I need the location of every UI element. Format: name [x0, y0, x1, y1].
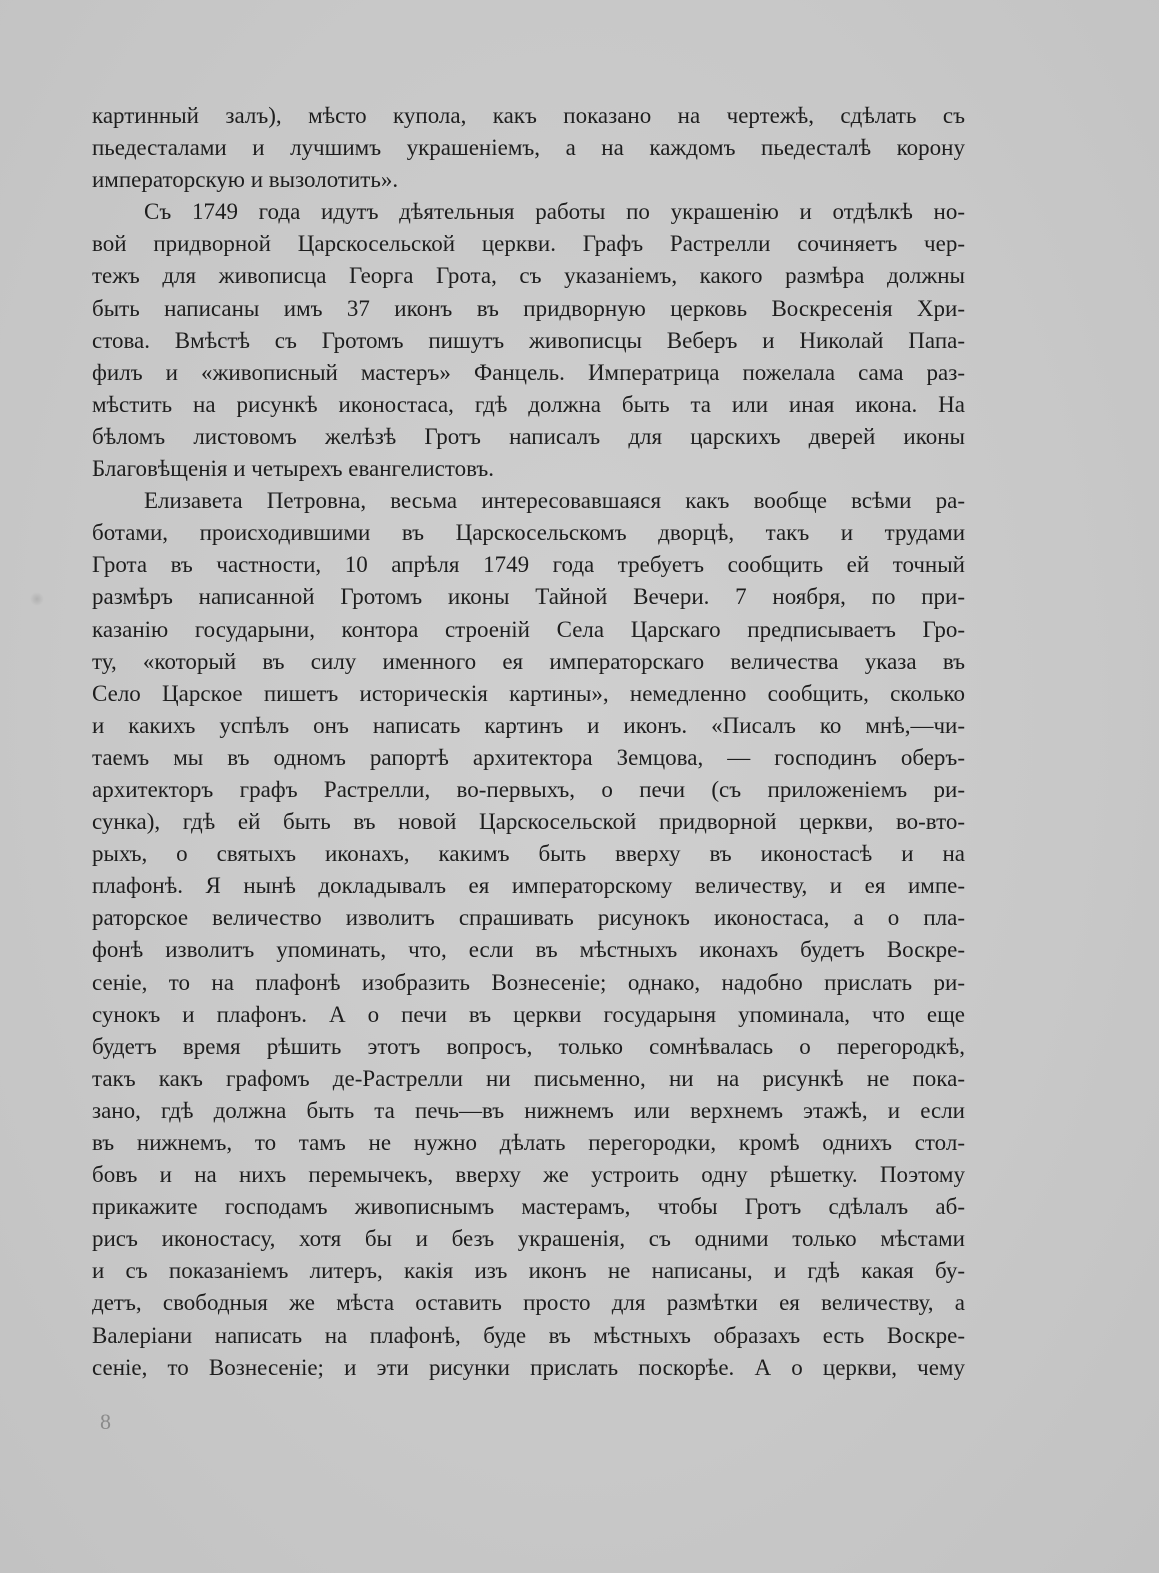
text-line: рыхъ, о святыхъ иконахъ, какимъ быть вверху въ иконостасѣ и на: [92, 841, 965, 867]
text-line: рисъ иконостасу, хотя бы и безъ украшенія, съ одними только мѣстами: [92, 1226, 965, 1252]
text-line: въ нижнемъ, то тамъ не нужно дѣлать перегородки, кромѣ однихъ стол-: [92, 1130, 965, 1155]
text-line: ботами, происходившими въ Царскосельскомъ дворцѣ, такъ и трудами: [92, 520, 965, 546]
text-line: вой придворной Царскосельской церкви. Графъ Растрелли сочиняетъ чер-: [92, 231, 965, 257]
text-line: картинный залъ), мѣсто купола, какъ показано на чертежѣ, сдѣлать съ: [92, 103, 965, 128]
text-line: сунка), гдѣ ей быть въ новой Царскосельской придворной церкви, во-вто-: [92, 809, 965, 835]
text-line: сеніе, то Вознесеніе; и эти рисунки прислать поскорѣе. А о церкви, чему: [92, 1354, 965, 1380]
text-line: и какихъ успѣлъ онъ написать картинъ и иконъ. «Писалъ ко мнѣ,—чи-: [92, 712, 965, 738]
text-line: тежъ для живописца Георга Грота, съ указаніемъ, какого размѣра должны: [92, 263, 965, 289]
text-line: быть написаны имъ 37 иконъ въ придворную церковь Воскресенія Хри-: [92, 295, 965, 321]
text-line: филъ и «живописный мастеръ» Фанцель. Императрица пожелала сама раз-: [92, 359, 965, 385]
text-line: сеніе, то на плафонѣ изобразить Вознесеніе; однако, надобно прислать ри-: [92, 969, 965, 995]
body-text: [92, 100, 965, 1384]
text-line: фонѣ изволитъ упоминать, что, если въ мѣстныхъ иконахъ будетъ Воскре-: [92, 937, 965, 963]
paragraph-start-line: Елизавета Петровна, весьма интересовавшаяся какъ вообще всѣми ра-: [144, 488, 965, 514]
text-line: Благовѣщенія и четырехъ евангелистовъ.: [92, 456, 495, 482]
paragraph-start-line: Съ 1749 года идутъ дѣятельныя работы по украшенію и отдѣлкѣ но-: [144, 199, 965, 225]
text-line: бѣломъ листовомъ желѣзѣ Гротъ написалъ для царскихъ дверей иконы: [92, 423, 965, 449]
text-line: ту, «который въ силу именного ея императорскаго величества указа въ: [92, 648, 965, 674]
text-line: детъ, свободныя же мѣста оставить просто для размѣтки ея величеству, а: [92, 1290, 965, 1316]
text-line: размѣръ написанной Гротомъ иконы Тайной Вечери. 7 ноября, по при-: [92, 584, 965, 610]
text-line: и съ показаніемъ литеръ, какія изъ иконъ не написаны, и гдѣ какая бу-: [92, 1258, 965, 1284]
page-number: 8: [100, 1409, 111, 1434]
text-line: мѣстить на рисункѣ иконостаса, гдѣ должна быть та или иная икона. На: [92, 391, 965, 417]
text-line: императорскую и вызолотить».: [92, 167, 399, 193]
text-line: архитекторъ графъ Растрелли, во-первыхъ, о печи (съ приложеніемъ ри-: [92, 776, 965, 802]
text-line: прикажите господамъ живописнымъ мастерамъ, чтобы Гротъ сдѣлалъ аб-: [92, 1194, 965, 1220]
text-line: бовъ и на нихъ перемычекъ, вверху же устроить одну рѣшетку. Поэтому: [92, 1162, 965, 1188]
text-line: Село Царское пишетъ историческія картины», немедленно сообщить, сколько: [92, 680, 965, 706]
text-line: Валеріани написать на плафонѣ, буде въ мѣстныхъ образахъ есть Воскре-: [92, 1322, 965, 1348]
text-line: казанію государыни, контора строеній Села Царскаго предписываетъ Гро-: [92, 616, 965, 642]
text-line: Грота въ частности, 10 апрѣля 1749 года требуетъ сообщить ей точный: [92, 552, 965, 578]
text-line: зано, гдѣ должна быть та печь—въ нижнемъ или верхнемъ этажѣ, и если: [92, 1097, 965, 1123]
text-line: пьедесталами и лучшимъ украшеніемъ, а на каждомъ пьедесталѣ корону: [92, 135, 965, 161]
text-line: будетъ время рѣшить этотъ вопросъ, только сомнѣвалась о перегородкѣ,: [92, 1033, 965, 1059]
text-line: таемъ мы въ одномъ рапортѣ архитектора Земцова, — господинъ оберъ-: [92, 744, 965, 770]
text-line: сунокъ и плафонъ. А о печи въ церкви государыня упоминала, что еще: [92, 1001, 965, 1027]
scan-blemish: [30, 592, 44, 606]
text-line: плафонѣ. Я нынѣ докладывалъ ея императорскому величеству, и ея импе-: [92, 873, 965, 899]
text-line: раторское величество изволитъ спрашивать рисунокъ иконостаса, а о пла-: [92, 905, 965, 931]
text-line: такъ какъ графомъ де-Растрелли ни письменно, ни на рисункѣ не пока-: [92, 1065, 965, 1091]
text-line: стова. Вмѣстѣ съ Гротомъ пишутъ живописцы Веберъ и Николай Папа-: [92, 327, 965, 353]
